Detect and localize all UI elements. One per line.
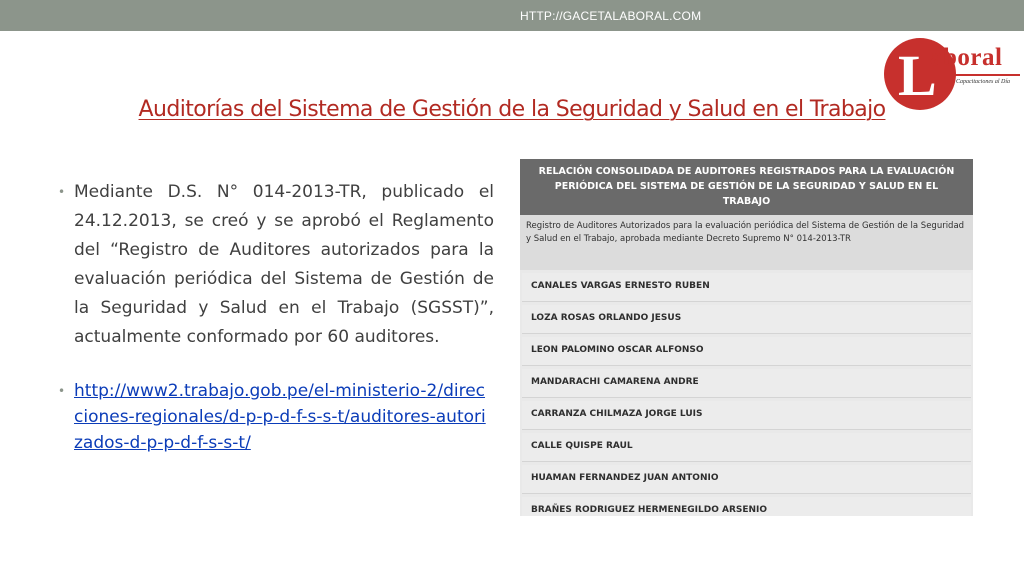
site-url[interactable]: HTTP://GACETALABORAL.COM	[520, 9, 702, 23]
logo-underline	[942, 74, 1020, 76]
auditors-link[interactable]: http://www2.trabajo.gob.pe/el-ministerio-2/direcciones-regionales/d-p-p-d-f-s-s-t/auditores-autorizados-d-p-p-d-f-s-s-t/	[74, 381, 486, 453]
slide-title: Auditorías del Sistema de Gestión de la Seguridad y Salud en el Trabajo	[138, 97, 886, 122]
bullet-item	[54, 178, 494, 352]
auditor-row[interactable]: CARRANZA CHILMAZA JORGE LUIS	[522, 401, 971, 430]
auditor-registry-panel	[520, 159, 973, 516]
auditor-row[interactable]: HUAMAN FERNANDEZ JUAN ANTONIO	[522, 465, 971, 494]
auditor-row[interactable]: CANALES VARGAS ERNESTO RUBEN	[522, 273, 971, 302]
bullet-icon: •	[58, 185, 66, 199]
auditor-row[interactable]: BRAÑES RODRIGUEZ HERMENEGILDO ARSENIO	[522, 497, 971, 516]
bullet-text: Mediante D.S. N° 014-2013-TR, publicado el 24.12.2013, se creó y se aprobó el Reglamento del “Registro de Auditores autorizados para la evaluación periódica del Sistema de Gestión de la Seguridad y Salud en el Trabajo (SGSST)”, actualmente conformado por 60 auditores.	[74, 182, 494, 347]
logo-letter: L	[898, 43, 937, 108]
registry-heading: RELACIÓN CONSOLIDADA DE AUDITORES REGISTRADOS PARA LA EVALUACIÓN PERIÓDICA DEL SISTEMA DE GESTIÓN DE LA SEGURIDAD Y SALUD EN EL TRABAJO	[520, 159, 973, 215]
auditor-row[interactable]: LOZA ROSAS ORLANDO JESUS	[522, 305, 971, 334]
auditor-row[interactable]: LEON PALOMINO OSCAR ALFONSO	[522, 337, 971, 366]
top-bar	[0, 0, 1024, 31]
logo-wordmark: aboral	[930, 44, 1003, 71]
auditor-row[interactable]: CALLE QUISPE RAUL	[522, 433, 971, 462]
bullet-icon: •	[58, 384, 66, 398]
logo-tagline: Capacitaciones al Día	[956, 79, 1010, 85]
slide-content	[54, 178, 494, 456]
bullet-item	[54, 378, 494, 456]
auditor-row[interactable]: MANDARACHI CAMARENA ANDRE	[522, 369, 971, 398]
registry-description: Registro de Auditores Autorizados para la evaluación periódica del Sistema de Gestión de la Seguridad y Salud en el Trabajo, aprobada mediante Decreto Supremo N° 014-2013-TR	[520, 215, 973, 270]
auditor-list	[520, 270, 973, 516]
